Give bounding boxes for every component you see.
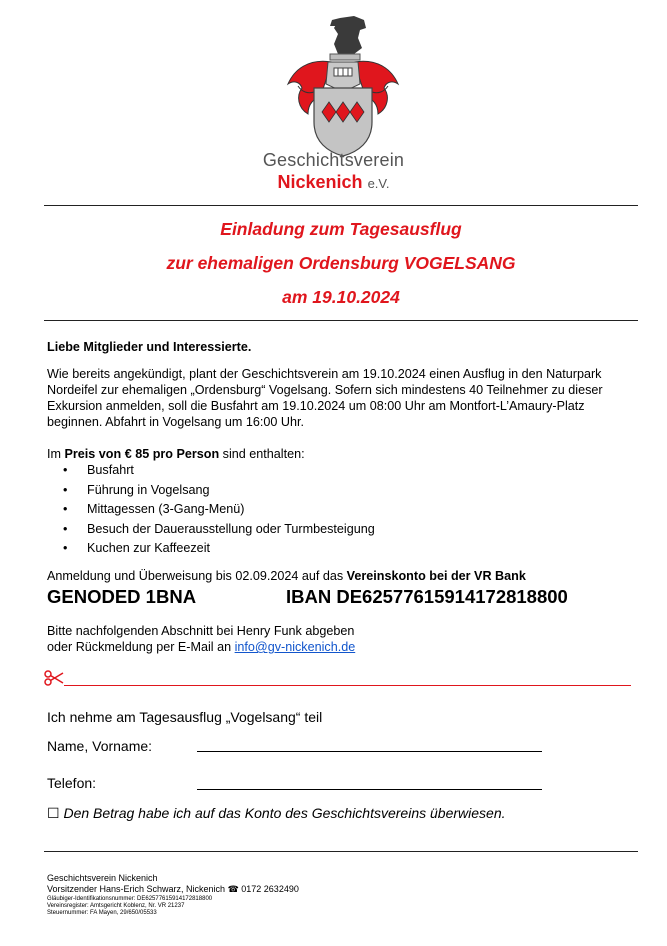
title-divider	[44, 320, 638, 321]
iban-code: IBAN DE62577615914172818800	[286, 586, 568, 607]
org-name: Geschichtsverein	[262, 150, 405, 170]
org-suffix: e.V.	[367, 176, 390, 191]
price-prefix: Im	[47, 447, 65, 461]
list-item: • Kuchen zur Kaffeezeit	[47, 540, 632, 560]
form-heading: Ich nehme am Tagesausflug „Vogelsang“ teil	[47, 709, 323, 725]
phone-field[interactable]	[197, 789, 542, 790]
price-amount: Preis von € 85 pro Person	[64, 447, 220, 461]
footer-divider	[44, 851, 638, 852]
scissors-icon	[44, 670, 64, 686]
phone-label: Telefon:	[47, 775, 97, 791]
footer-org: Geschichtsverein Nickenich	[47, 873, 158, 883]
title-line-2: zur ehemaligen Ordensburg VOGELSANG	[166, 253, 516, 273]
bic-code: GENODED 1BNA	[47, 586, 197, 607]
registration-line	[47, 568, 632, 584]
title-line-1: Einladung zum Tagesausflug	[220, 219, 462, 239]
price-line	[47, 446, 632, 462]
org-place-name: Nickenich	[277, 172, 363, 192]
org-place	[0, 172, 667, 193]
price-suffix: sind enthalten:	[219, 447, 305, 461]
registration-prefix: Anmeldung und Überweisung bis 02.09.2024 auf das	[47, 569, 347, 583]
intro-paragraph: Wie bereits angekündigt, plant der Geschichtsverein am 19.10.2024 einen Ausflug in den Naturpark Nordeifel zur ehemaligen „Ordensburg“ Vogelsang. Sofern sich mindestens 40 Teilnehmer zu dieser Exkursion anmelden, soll die Busfahrt am 19.10.2024 um 08:00 Uhr am Montfort-L’Amaury-Platz beginnen. Abfahrt in Vogelsang um 16:00 Uhr.	[47, 367, 603, 429]
included-list	[47, 462, 632, 560]
header-divider	[44, 205, 638, 206]
return-line-1: Bitte nachfolgenden Abschnitt bei Henry Funk abgeben	[47, 624, 355, 638]
greeting: Liebe Mitglieder und Interessierte.	[47, 340, 252, 354]
footer-tax-number: Steuernummer: FA Mayen, 29/650/05533	[47, 910, 157, 916]
list-item: • Busfahrt	[47, 462, 632, 482]
list-item: • Führung in Vogelsang	[47, 482, 632, 502]
title-line-3: am 19.10.2024	[282, 287, 400, 307]
footer-register: Vereinsregister: Amtsgericht Koblenz, Nr. VR 21237	[47, 903, 185, 909]
name-field[interactable]	[197, 751, 542, 752]
payment-checkbox[interactable]: ☐	[47, 805, 60, 821]
return-line-2	[47, 639, 632, 655]
cut-line	[64, 685, 631, 686]
email-link[interactable]: info@gv-nickenich.de	[234, 640, 356, 654]
registration-account: Vereinskonto bei der VR Bank	[346, 569, 526, 583]
return-line-2-prefix: oder Rückmeldung per E-Mail an	[47, 640, 235, 654]
footer-chair: Vorsitzender Hans-Erich Schwarz, Nickenich ☎ 0172 2632490	[47, 884, 299, 894]
payment-checkbox-label: Den Betrag habe ich auf das Konto des Geschichtsvereins überwiesen.	[63, 805, 506, 821]
footer-creditor-id: Gläubiger-Identifikationsnummer: DE62577615914172818800	[47, 896, 213, 902]
list-item: • Besuch der Dauerausstellung oder Turmbesteigung	[47, 521, 632, 541]
payment-checkbox-row	[47, 805, 506, 822]
name-label: Name, Vorname:	[47, 738, 153, 754]
list-item: • Mittagessen (3-Gang-Menü)	[47, 501, 632, 521]
